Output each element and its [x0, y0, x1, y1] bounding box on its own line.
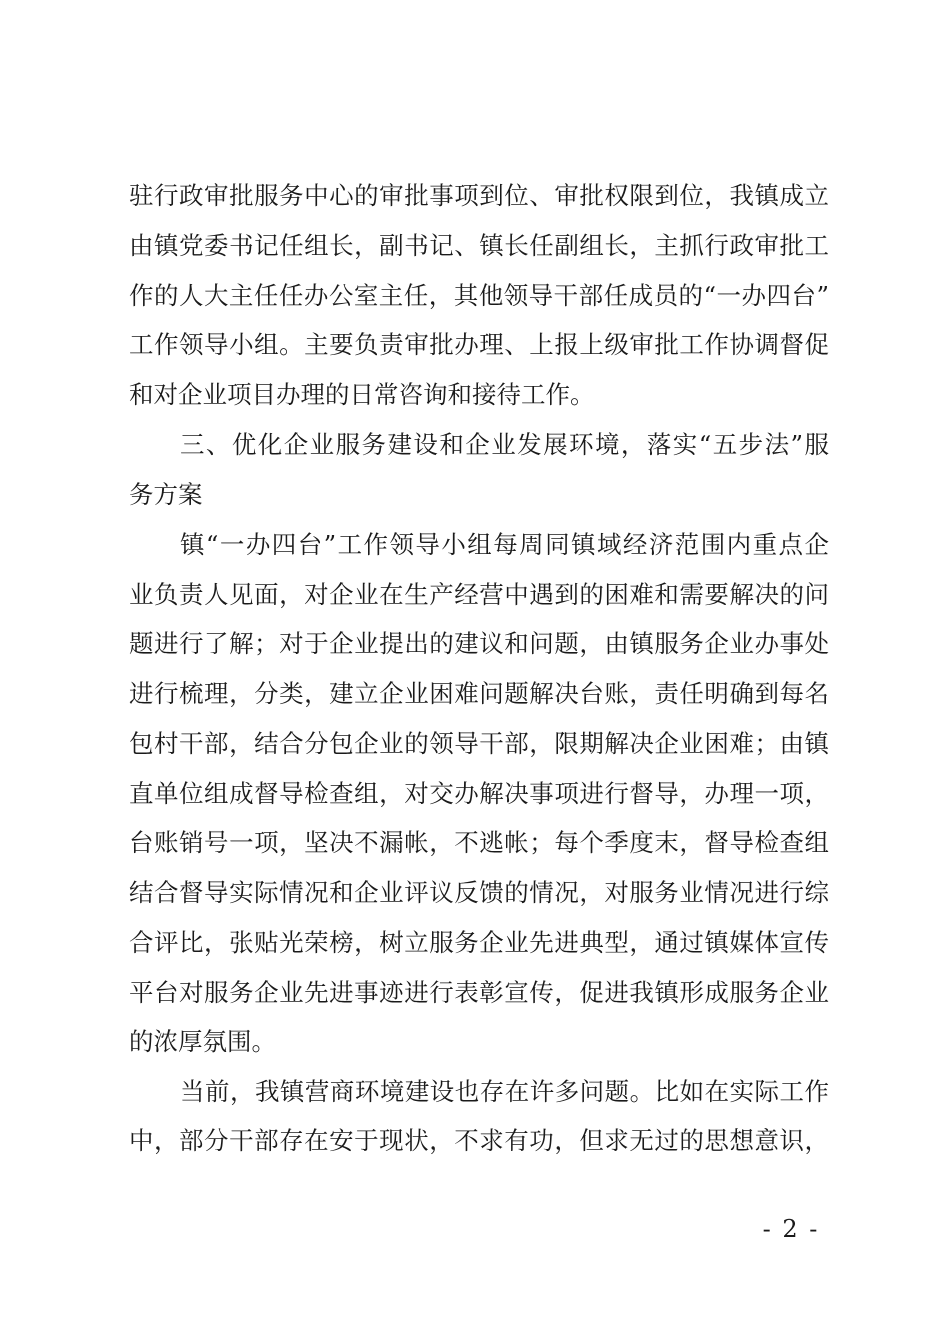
text-line: 题进行了解；对于企业提出的建议和问题，由镇服务企业办事处: [129, 629, 829, 658]
text-line: 中，部分干部存在安于现状，不求有功，但求无过的思想意识，: [129, 1126, 829, 1155]
text-line: 结合督导实际情况和企业评议反馈的情况，对服务业情况进行综: [129, 878, 829, 907]
section-heading-continued: 务方案: [129, 480, 203, 509]
section-heading: 三、优化企业服务建设和企业发展环境，落实“五步法”服: [180, 430, 829, 459]
text-line: 作的人大主任任办公室主任，其他领导干部任成员的“一办四台”: [129, 281, 829, 310]
text-line: 业负责人见面，对企业在生产经营中遇到的困难和需要解决的问: [129, 580, 829, 609]
page-number: - 2 -: [762, 1215, 820, 1243]
text-line: 驻行政审批服务中心的审批事项到位、审批权限到位，我镇成立: [129, 181, 829, 210]
text-line: 和对企业项目办理的日常咨询和接待工作。: [129, 380, 595, 409]
text-line: 合评比，张贴光荣榜，树立服务企业先进典型，通过镇媒体宣传: [129, 928, 829, 957]
text-line: 台账销号一项，坚决不漏帐，不逃帐；每个季度末，督导检查组: [129, 828, 829, 857]
text-line: 工作领导小组。主要负责审批办理、上报上级审批工作协调督促: [129, 330, 829, 359]
text-line: 包村干部，结合分包企业的领导干部，限期解决企业困难；由镇: [129, 729, 829, 758]
text-line: 由镇党委书记任组长，副书记、镇长任副组长，主抓行政审批工: [129, 231, 829, 260]
text-line: 的浓厚氛围。: [129, 1027, 276, 1056]
text-line: 平台对服务企业先进事迹进行表彰宣传，促进我镇形成服务企业: [129, 978, 829, 1007]
text-line: 镇“一办四台”工作领导小组每周同镇域经济范围内重点企: [180, 530, 829, 559]
text-line: 进行梳理，分类，建立企业困难问题解决台账，责任明确到每名: [129, 679, 829, 708]
text-line: 当前，我镇营商环境建设也存在许多问题。比如在实际工作: [180, 1077, 829, 1106]
text-line: 直单位组成督导检查组，对交办解决事项进行督导，办理一项，: [129, 779, 829, 808]
